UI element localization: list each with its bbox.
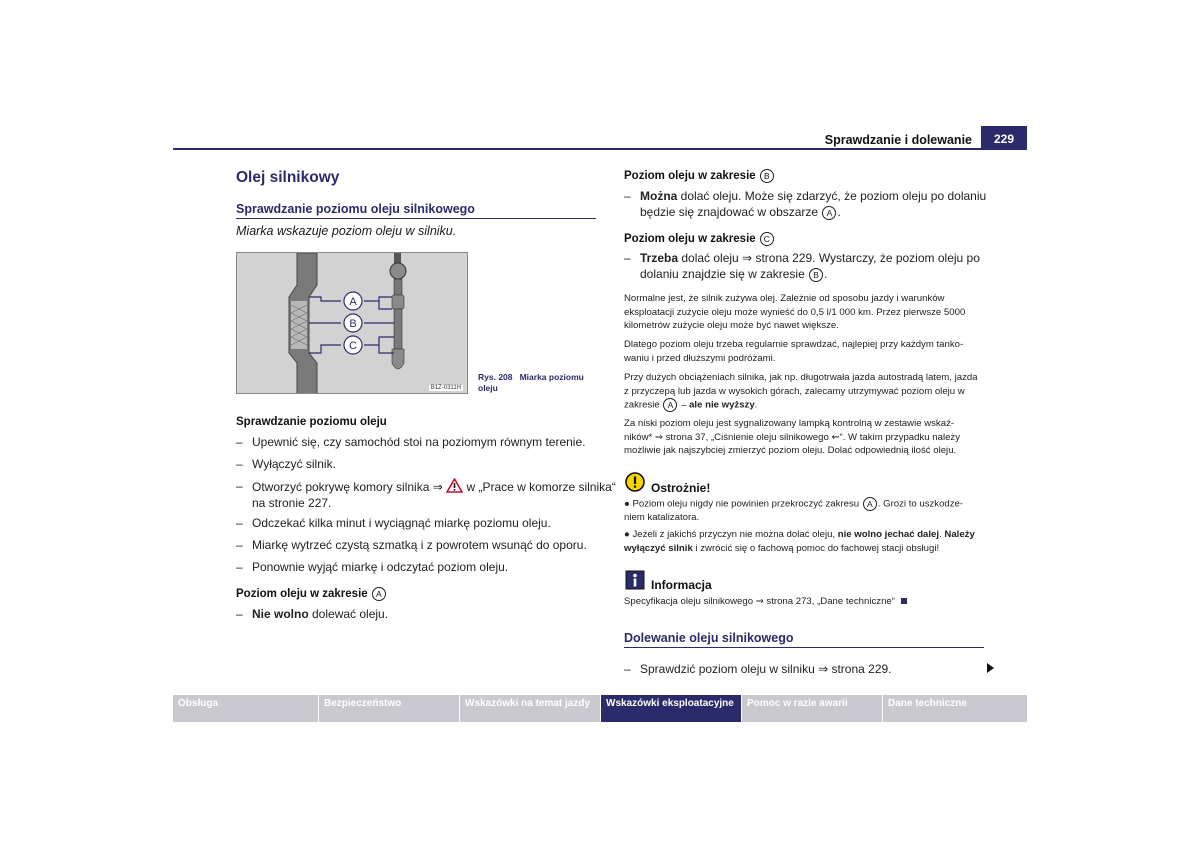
- level-b-marker: B: [760, 169, 774, 183]
- tab-dane-techniczne[interactable]: Dane techniczne: [883, 695, 1027, 722]
- inline-marker-a: A: [822, 206, 836, 220]
- section-lead: Miarka wskazuje poziom oleju w silniku.: [236, 224, 457, 238]
- end-of-section-icon: [901, 598, 907, 604]
- running-header-title: Sprawdzanie i dolewanie: [824, 133, 972, 147]
- info-text: Specyfikacja oleju silnikowego ⇒ strona 273, „Dane techniczne“: [624, 595, 994, 609]
- info-title: Informacja: [651, 578, 712, 592]
- list-item: – Upewnić się, czy samochód stoi na poziomym równym terenie.: [236, 435, 586, 449]
- dipstick-illustration: [237, 253, 468, 394]
- figure-caption-number: Rys. 208: [478, 372, 513, 382]
- list-item: – Nie wolno dolewać oleju.: [236, 607, 389, 621]
- list-item: – Sprawdzić poziom oleju w silniku ⇒ strona 229.: [624, 662, 892, 676]
- continue-arrow-icon: [987, 663, 994, 673]
- list-item: – Ponownie wyjąć miarkę i odczytać poziom oleju.: [236, 560, 509, 574]
- inline-marker-a: A: [663, 398, 677, 412]
- list-item: – Trzeba dolać oleju ⇒ strona 229. Wystarczy, że poziom oleju po dolaniu znajdzie się w zakresie B .: [624, 251, 980, 281]
- list-item: – Odczekać kilka minut i wyciągnąć miarkę poziomu oleju.: [236, 516, 551, 530]
- tab-bezpieczenstwo[interactable]: Bezpieczeństwo: [319, 695, 459, 722]
- figure-caption-text: Miarka poziomu oleju: [478, 372, 584, 393]
- tab-obsluga[interactable]: Obsługa: [173, 695, 318, 722]
- inline-marker-b: B: [809, 268, 823, 282]
- chapter-title: Olej silnikowy: [236, 169, 340, 186]
- section-rule: [236, 218, 596, 219]
- figure-caption: [478, 372, 598, 394]
- level-b-subtitle: Poziom oleju w zakresie B: [624, 169, 775, 183]
- tab-pomoc-awarii[interactable]: Pomoc w razie awarii: [742, 695, 882, 722]
- caution-title: Ostrożnie!: [651, 481, 711, 495]
- caution-bullet-2: ● Jeżeli z jakichś przyczyn nie można dolać oleju, nie wolno jechać dalej. Należy wyłączyć silnik i zwrócić się o fachową pomoc do fachowej stacji obsługi!: [624, 529, 975, 554]
- list-item: – Można dolać oleju. Może się zdarzyć, że poziom oleju po dolaniu będzie się znajdować w obszarze A .: [624, 189, 987, 219]
- section-rule: [624, 647, 984, 648]
- list-item: – Miarkę wytrzeć czystą szmatką i z powrotem wsunąć do oporu.: [236, 538, 587, 552]
- paragraph-low-level-warning: Za niski poziom oleju jest sygnalizowany lampką kontrolną w zestawie wskaź- ników* ⇒ strona 37, „Ciśnienie oleju silnikowego ⇜“. W takim przypadku należy możliwie jak najszybciej zmierzyć poziom oleju. Dolać odpowiednią ilość oleju.: [624, 418, 961, 456]
- figure-label-b: B: [349, 318, 357, 330]
- page-number: 229: [981, 126, 1027, 149]
- level-c-subtitle: Poziom oleju w zakresie C: [624, 232, 775, 246]
- inline-marker-a: A: [863, 497, 877, 511]
- caution-icon: [625, 472, 645, 492]
- level-a-marker: A: [372, 587, 386, 601]
- paragraph-heavy-load: Przy dużych obciążeniach silnika, jak np. długotrwała jazda autostradą latem, jazda z przyczepą lub jazda w wysokich górach, zalecamy utrzymywać poziom oleju w zakresie A – ale nie wyższy.: [624, 372, 978, 411]
- level-c-marker: C: [760, 232, 774, 246]
- header-rule: [173, 148, 1027, 150]
- info-icon: [625, 570, 645, 590]
- level-a-subtitle: Poziom oleju w zakresie A: [236, 587, 387, 601]
- tab-wskazowki-jazdy[interactable]: Wskazówki na temat jazdy: [460, 695, 600, 722]
- section-title-refill: Dolewanie oleju silnikowego: [624, 631, 794, 645]
- dipstick-figure: [236, 252, 468, 394]
- section-title-check: Sprawdzanie poziomu oleju silnikowego: [236, 202, 475, 216]
- list-item: – Wyłączyć silnik.: [236, 457, 336, 471]
- figure-code: B1Z-0311H: [430, 385, 461, 391]
- figure-label-c: C: [349, 340, 357, 352]
- list-item: – Otworzyć pokrywę komory silnika ⇒ w „Prace w komorze silnika“ na stronie 227.: [236, 479, 616, 510]
- warning-triangle-icon: [446, 478, 463, 493]
- check-subtitle: Sprawdzanie poziomu oleju: [236, 416, 387, 428]
- tab-wskazowki-eksploatacyjne[interactable]: Wskazówki eksploatacyjne: [601, 695, 741, 722]
- caution-bullet-1: ● Poziom oleju nigdy nie powinien przekroczyć zakresu A . Grozi to uszkodze- niem katalizatora.: [624, 498, 964, 524]
- paragraph-oil-consumption: Normalne jest, że silnik zużywa olej. Zależnie od sposobu jazdy i warunków eksploatacji zużycie oleju może wynieść do 0,5 l/1 000 km. Przez pierwsze 5000 kilometrów zużycie oleju może być nawet większe.: [624, 293, 966, 331]
- figure-label-a: A: [349, 296, 357, 308]
- paragraph-regular-check: Dlatego poziom oleju trzeba regularnie sprawdzać, najlepiej przy każdym tanko- waniu i przed dłuższymi podróżami.: [624, 339, 964, 364]
